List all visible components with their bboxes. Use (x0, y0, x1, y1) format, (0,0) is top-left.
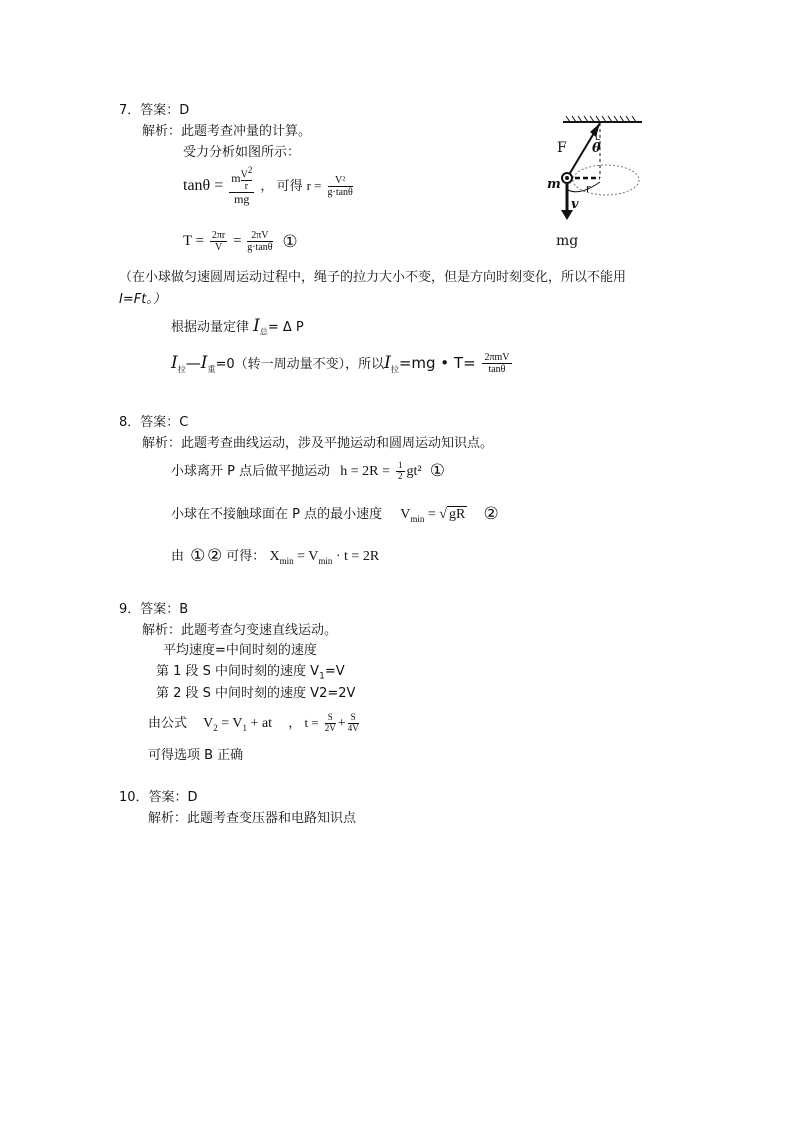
seg1-b: =V (324, 664, 345, 679)
q9-seg1 (156, 660, 345, 682)
q7-final-equation (171, 352, 514, 375)
seg1-sub: 1 (319, 671, 325, 682)
v1-V: = V (217, 716, 243, 731)
q7-analysis: 解析：此题考查冲量的计算。 (142, 124, 312, 139)
q8-line1 (171, 460, 445, 482)
sub-pull-2: 拉 (390, 365, 399, 374)
q8-line3-mid: 可得： (226, 549, 266, 564)
r-den: g·tanθ (327, 186, 353, 198)
T-frac2-den: g·tanθ (247, 242, 273, 253)
q7-force-analysis: 受力分析如图所示： (183, 145, 301, 160)
label-r: r (586, 182, 591, 195)
q8-line2: 小球在不接触球面在 P 点的最小速度 $V_{min}$ = √ gR ② (171, 504, 499, 524)
circled-two-ref: ② (207, 546, 223, 566)
t-frac2 (348, 713, 359, 734)
q7-answer: 7．答案：D (119, 103, 190, 118)
tan-num-exp: 2 (247, 165, 253, 175)
q8-line1-formula-b: gt² (406, 464, 422, 479)
vmin-sub: min (410, 513, 425, 524)
vmin-sub-2: min (318, 555, 333, 566)
vmin-V: V (400, 507, 411, 522)
final-num: 2πmV (484, 352, 510, 363)
q7-note-1: （在小球做匀速圆周运动过程中，绳子的拉力大小不变，但是方向时刻变化，所以不能用 (119, 270, 627, 285)
v2-sub: 2 (213, 722, 218, 733)
T-frac2-num: 2πV (247, 230, 272, 242)
q8-analysis: 解析：此题考查曲线运动，涉及平抛运动和圆周运动知识点。 (142, 436, 494, 451)
vmin-eq: = (427, 507, 436, 522)
tan-num-m: m (231, 170, 241, 185)
q7-momentum-theorem (171, 316, 304, 338)
I-gravity: I (200, 353, 208, 373)
half-fraction (396, 461, 405, 482)
t-eq: ， t = (288, 715, 319, 730)
half-den: 2 (398, 471, 403, 481)
t-frac1-num: S (325, 713, 336, 724)
tan-den: mg (234, 192, 250, 207)
v1-sub: 1 (242, 722, 248, 733)
eq-mg: =mg • T= (398, 354, 476, 372)
q9-formula (148, 712, 361, 734)
q7-tan-formula (183, 166, 355, 207)
velocity-curve (568, 182, 600, 192)
momentum-eq: = Δ P (267, 320, 304, 335)
minus-sign: — (185, 354, 201, 372)
plus-at: + at (247, 716, 273, 731)
T-eq: = (233, 232, 242, 249)
q10-answer: 10．答案：D (119, 790, 198, 805)
t-frac2-num: S (348, 713, 359, 724)
label-F: F (557, 140, 567, 156)
label-v: v (571, 197, 579, 212)
sqrt-gR: gR (448, 507, 466, 522)
q7-period-formula (183, 230, 297, 253)
pendulum-figure (540, 112, 650, 252)
xmin-X: X (269, 549, 280, 564)
xmin-sub: min (279, 555, 294, 566)
q7-note-2: I=Ft。） (119, 292, 166, 307)
comma-can-get: ， 可得 (260, 177, 303, 193)
momentum-text: 根据动量定律 (171, 320, 250, 335)
sub-total: 总 (259, 327, 268, 337)
q9-seg2: 第 2 段 S 中间时刻的速度 V2=2V (156, 686, 356, 701)
q8-line1-formula-a: h = 2R = (340, 464, 390, 479)
tan-lhs: tanθ = (183, 176, 224, 194)
r-fraction (328, 175, 353, 198)
sub-gravity: 重 (207, 365, 216, 374)
v2-V: V (203, 716, 214, 731)
label-theta: θ (592, 141, 601, 156)
q9-avg: 平均速度=中间时刻的速度 (163, 643, 317, 658)
label-m: m (547, 177, 561, 192)
T-frac2 (247, 230, 272, 253)
T-frac1-den: V (214, 242, 223, 253)
final-fraction (482, 352, 511, 375)
q8-answer: 8．答案：C (119, 415, 189, 430)
eq-zero-text: =0（转一周动量不变），所以 (215, 357, 385, 372)
tan-num-v: V (240, 169, 248, 181)
q9-answer: 9．答案：B (119, 602, 189, 617)
circled-one: ① (282, 232, 298, 251)
half-num: 1 (398, 460, 403, 471)
t-frac1-den: 2V (324, 723, 336, 733)
q8-line3-text: 由 (171, 549, 185, 564)
plus-sign: + (337, 716, 346, 731)
formula-text: 由公式 (148, 716, 188, 731)
sub-pull: 拉 (177, 365, 186, 374)
t-frac1 (325, 713, 336, 734)
T-frac1 (210, 230, 227, 253)
label-mg: mg (556, 233, 579, 249)
t-frac2-den: 4V (347, 723, 359, 733)
seg1-a: 第 1 段 S 中间时刻的速度 V (156, 664, 320, 679)
tan-num-r: r (244, 181, 249, 193)
T-lhs: T = (183, 232, 205, 249)
q10-analysis: 解析：此题考查变压器和电路知识点 (148, 811, 357, 826)
q8-line1-text: 小球离开 P 点后做平抛运动 (171, 464, 331, 479)
q8-line2-text: 小球在不接触球面在 P 点的最小速度 (171, 507, 383, 522)
q9-conclusion: 可得选项 B 正确 (148, 748, 244, 763)
xmin-rest: · t = 2R (332, 549, 380, 564)
q8-line3 (171, 545, 379, 566)
q9-analysis: 解析：此题考查匀变速直线运动。 (142, 623, 338, 638)
I-pull: I (171, 353, 178, 373)
circled-two: ② (483, 504, 499, 524)
tan-fraction (229, 166, 254, 207)
T-frac1-num: 2πr (211, 230, 226, 241)
r-lhs: r = (306, 177, 322, 193)
circled-one: ① (429, 461, 446, 481)
r-num: V² (328, 175, 353, 187)
xmin-eq-v: = V (293, 549, 319, 564)
I-symbol: I (253, 316, 260, 336)
circled-one-ref: ① (190, 546, 206, 566)
final-den: tanθ (488, 364, 506, 375)
I-pull-2: I (384, 353, 391, 373)
label-L: L (595, 133, 601, 143)
